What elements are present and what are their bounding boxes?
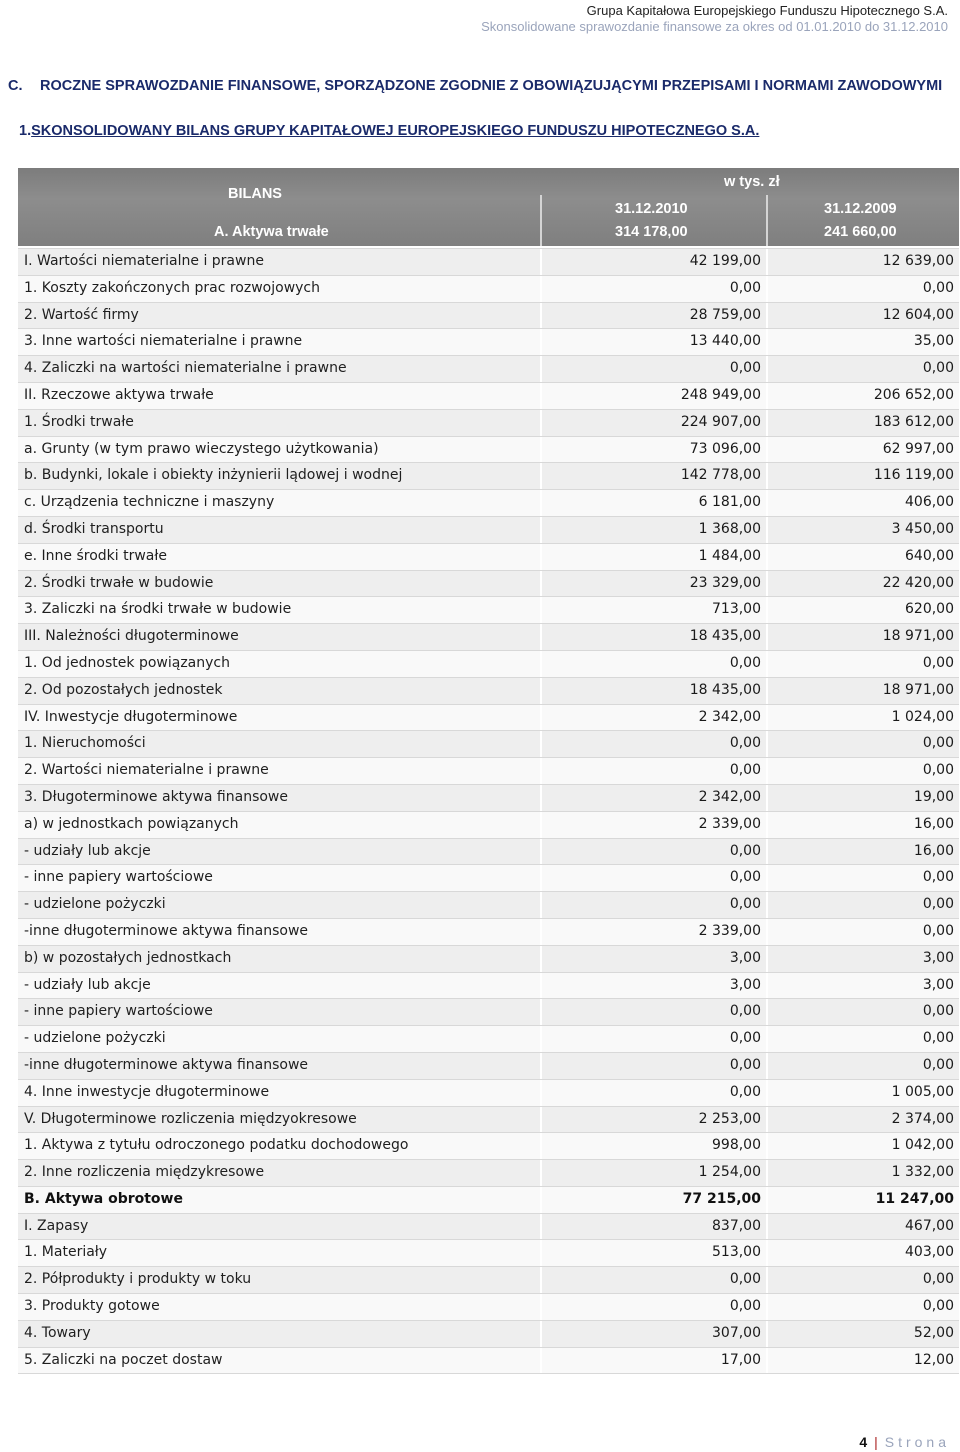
column-divider	[766, 1080, 768, 1106]
row-value-2009: 19,00	[913, 788, 954, 805]
row-value-2009: 0,00	[922, 1003, 954, 1020]
column-divider	[540, 276, 542, 302]
column-divider	[766, 678, 768, 704]
column-divider	[540, 624, 542, 650]
row-value-2010: 307,00	[712, 1324, 761, 1341]
row-label: 1. Koszty zakończonych prac rozwojowych	[24, 279, 320, 296]
row-value-2009: 12 639,00	[882, 253, 954, 269]
table-row	[18, 1186, 959, 1213]
column-divider	[540, 1294, 542, 1320]
row-value-2009: 620,00	[905, 601, 954, 618]
column-divider	[766, 463, 768, 489]
row-value-2010: 0,00	[729, 1003, 761, 1020]
column-divider	[766, 946, 768, 972]
row-value-2010: 6 181,00	[698, 494, 761, 511]
column-divider	[540, 1160, 542, 1186]
row-value-2010: 1 254,00	[698, 1164, 761, 1181]
table-row	[18, 650, 959, 677]
row-label: c. Urządzenia techniczne i maszyny	[24, 494, 275, 511]
column-divider	[540, 1107, 542, 1133]
table-row	[18, 302, 959, 329]
column-divider	[540, 865, 542, 891]
column-divider	[540, 892, 542, 918]
column-divider	[540, 1187, 542, 1213]
table-row	[18, 248, 959, 275]
row-label: - udziały lub akcje	[24, 842, 151, 859]
column-divider	[766, 1133, 768, 1159]
column-divider	[540, 1026, 542, 1052]
column-divider	[766, 839, 768, 865]
column-divider	[766, 812, 768, 838]
row-label: b. Budynki, lokale i obiekty inżynierii lądowej i wodnej	[24, 467, 403, 484]
column-divider	[540, 785, 542, 811]
row-label: 3. Zaliczki na środki trwałe w budowie	[24, 601, 292, 618]
column-header-2009: 31.12.2009	[824, 201, 897, 217]
row-value-2010: 77 215,00	[682, 1190, 761, 1207]
row-value-2009: 206 652,00	[873, 386, 954, 403]
row-value-2010: 0,00	[729, 1271, 761, 1288]
row-label: a) w jednostkach powiązanych	[24, 815, 239, 832]
row-value-2010: 0,00	[729, 360, 761, 377]
row-value-2009: 12,00	[913, 1351, 954, 1368]
table-row	[18, 730, 959, 757]
row-label: -inne długoterminowe aktywa finansowe	[24, 922, 309, 939]
column-divider	[766, 437, 768, 463]
row-value-2009: 0,00	[922, 922, 954, 939]
column-divider	[540, 758, 542, 784]
row-value-2010: 2 339,00	[698, 815, 761, 832]
row-value-2009: 0,00	[922, 1056, 954, 1073]
table-row	[18, 596, 959, 623]
table-row	[18, 1052, 959, 1079]
table-row	[18, 1347, 959, 1374]
column-divider	[540, 731, 542, 757]
column-divider	[766, 973, 768, 999]
table-row	[18, 1159, 959, 1186]
table-row	[18, 436, 959, 463]
row-value-2009: 0,00	[922, 1298, 954, 1315]
row-value-2010: 998,00	[712, 1137, 761, 1154]
row-value-2009: 406,00	[905, 494, 954, 511]
column-divider	[766, 1160, 768, 1186]
row-label: d. Środki transportu	[24, 520, 164, 537]
row-value-2010: 0,00	[729, 654, 761, 671]
row-value-2010: 2 342,00	[698, 708, 761, 725]
section-c-title: ROCZNE SPRAWOZDANIE FINANSOWE, SPORZĄDZONE ZGODNIE Z OBOWIĄZUJĄCYMI PRZEPISAMI I NORMAMI ZAWODOWYMI	[40, 78, 943, 94]
balance-table-header	[18, 168, 959, 246]
row-value-2009: 0,00	[922, 279, 954, 296]
table-row	[18, 1239, 959, 1266]
column-divider	[540, 1240, 542, 1266]
table-row	[18, 811, 959, 838]
column-divider	[540, 517, 542, 543]
row-value-2009: 16,00	[913, 842, 954, 859]
column-divider	[540, 249, 542, 275]
table-row	[18, 489, 959, 516]
column-divider	[540, 490, 542, 516]
row-value-2010: 1 368,00	[698, 520, 761, 537]
column-divider	[766, 410, 768, 436]
row-label: 2. Półprodukty i produkty w toku	[24, 1271, 252, 1288]
row-label: 4. Inne inwestycje długoterminowe	[24, 1083, 270, 1100]
table-row	[18, 945, 959, 972]
table-row	[18, 757, 959, 784]
table-row	[18, 1025, 959, 1052]
row-label: 1. Aktywa z tytułu odroczonego podatku dochodowego	[24, 1137, 409, 1154]
row-label: III. Należności długoterminowe	[24, 628, 239, 645]
balance-table-body	[18, 248, 959, 1374]
row-value-2010: 17,00	[720, 1351, 761, 1368]
row-value-2010: 0,00	[729, 1083, 761, 1100]
column-divider	[766, 303, 768, 329]
row-value-2010: 18 435,00	[689, 681, 761, 698]
row-label: 1. Środki trwałe	[24, 413, 134, 430]
group-value-2009: 241 660,00	[824, 224, 897, 240]
row-value-2010: 0,00	[729, 279, 761, 296]
column-divider	[540, 678, 542, 704]
header-divider	[540, 195, 542, 246]
row-value-2010: 13 440,00	[689, 333, 761, 350]
row-label: 1. Od jednostek powiązanych	[24, 654, 230, 671]
table-row	[18, 1079, 959, 1106]
page-number: 4	[859, 1434, 869, 1450]
row-label: I. Zapasy	[24, 1217, 89, 1234]
table-row	[18, 1266, 959, 1293]
row-value-2009: 16,00	[913, 815, 954, 832]
row-value-2010: 248 949,00	[680, 386, 761, 403]
table-row	[18, 1213, 959, 1240]
header-divider	[766, 195, 768, 246]
group-label-fixed-assets: A. Aktywa trwałe	[214, 224, 329, 240]
row-value-2010: 42 199,00	[689, 253, 761, 269]
column-divider	[766, 249, 768, 275]
row-label: - udzielone pożyczki	[24, 896, 166, 913]
row-value-2009: 0,00	[922, 735, 954, 752]
column-divider	[766, 1267, 768, 1293]
row-value-2010: 0,00	[729, 896, 761, 913]
section-1-number: 1.	[19, 123, 32, 139]
row-value-2009: 18 971,00	[882, 681, 954, 698]
column-divider	[766, 1107, 768, 1133]
column-divider	[540, 437, 542, 463]
table-row	[18, 864, 959, 891]
row-value-2009: 403,00	[905, 1244, 954, 1261]
company-header: Grupa Kapitałowa Europejskiego Funduszu Hipotecznego S.A.	[586, 3, 948, 18]
column-divider	[540, 919, 542, 945]
row-label: 2. Inne rozliczenia międzykresowe	[24, 1164, 265, 1181]
column-divider	[540, 463, 542, 489]
page-footer	[859, 1434, 950, 1450]
column-divider	[766, 1026, 768, 1052]
row-value-2010: 0,00	[729, 735, 761, 752]
table-row	[18, 623, 959, 650]
column-divider	[540, 303, 542, 329]
column-divider	[766, 651, 768, 677]
column-divider	[766, 383, 768, 409]
row-label: -inne długoterminowe aktywa finansowe	[24, 1056, 309, 1073]
section-c-heading	[8, 78, 942, 94]
footer-separator: |	[874, 1434, 879, 1450]
row-value-2010: 0,00	[729, 1030, 761, 1047]
row-value-2009: 0,00	[922, 1271, 954, 1288]
row-label: 3. Długoterminowe aktywa finansowe	[24, 788, 288, 805]
table-row	[18, 570, 959, 597]
column-divider	[766, 1240, 768, 1266]
row-value-2009: 467,00	[905, 1217, 954, 1234]
row-label: 4. Towary	[24, 1324, 91, 1341]
row-label: e. Inne środki trwałe	[24, 547, 167, 564]
row-value-2010: 23 329,00	[689, 574, 761, 591]
row-value-2009: 0,00	[922, 869, 954, 886]
unit-label: w tys. zł	[724, 174, 780, 190]
row-value-2010: 18 435,00	[689, 628, 761, 645]
row-value-2010: 713,00	[712, 601, 761, 618]
row-value-2009: 18 971,00	[882, 628, 954, 645]
column-divider	[540, 1214, 542, 1240]
row-value-2010: 2 342,00	[698, 788, 761, 805]
column-divider	[540, 329, 542, 355]
row-value-2009: 116 119,00	[873, 467, 954, 484]
table-row	[18, 516, 959, 543]
row-value-2010: 3,00	[729, 976, 761, 993]
table-row	[18, 275, 959, 302]
row-label: 2. Środki trwałe w budowie	[24, 574, 214, 591]
table-row	[18, 382, 959, 409]
row-value-2010: 1 484,00	[698, 547, 761, 564]
column-divider	[766, 276, 768, 302]
column-divider	[540, 999, 542, 1025]
column-divider	[540, 1348, 542, 1374]
column-divider	[766, 999, 768, 1025]
section-1-heading	[19, 123, 759, 139]
column-divider	[766, 329, 768, 355]
section-c-letter: C.	[8, 78, 23, 94]
table-row	[18, 998, 959, 1025]
column-divider	[766, 919, 768, 945]
row-value-2010: 0,00	[729, 1298, 761, 1315]
column-divider	[766, 1214, 768, 1240]
column-divider	[766, 865, 768, 891]
row-value-2009: 35,00	[913, 333, 954, 350]
row-value-2009: 1 005,00	[891, 1083, 954, 1100]
report-subtitle: Skonsolidowane sprawozdanie finansowe za okres od 01.01.2010 do 31.12.2010	[481, 19, 948, 34]
row-value-2009: 0,00	[922, 1030, 954, 1047]
row-label: 2. Wartości niematerialne i prawne	[24, 762, 269, 779]
row-value-2010: 2 339,00	[698, 922, 761, 939]
column-divider	[766, 705, 768, 731]
column-divider	[766, 785, 768, 811]
row-value-2010: 0,00	[729, 869, 761, 886]
row-label: V. Długoterminowe rozliczenia międzyokresowe	[24, 1110, 357, 1127]
column-header-2010: 31.12.2010	[615, 201, 688, 217]
column-divider	[766, 892, 768, 918]
row-value-2010: 513,00	[712, 1244, 761, 1261]
table-row	[18, 677, 959, 704]
row-value-2010: 28 759,00	[689, 306, 761, 323]
column-divider	[540, 839, 542, 865]
column-divider	[540, 812, 542, 838]
column-divider	[540, 651, 542, 677]
table-row	[18, 1293, 959, 1320]
table-row	[18, 328, 959, 355]
row-label: - inne papiery wartościowe	[24, 869, 213, 886]
row-value-2010: 0,00	[729, 762, 761, 779]
row-label: b) w pozostałych jednostkach	[24, 949, 232, 966]
row-label: 3. Inne wartości niematerialne i prawne	[24, 333, 303, 350]
table-title: BILANS	[228, 186, 282, 202]
section-1-title: SKONSOLIDOWANY BILANS GRUPY KAPITAŁOWEJ EUROPEJSKIEGO FUNDUSZU HIPOTECZNEGO S.A.	[31, 123, 760, 139]
table-row	[18, 784, 959, 811]
column-divider	[766, 1053, 768, 1079]
group-value-2010: 314 178,00	[615, 224, 688, 240]
column-divider	[766, 758, 768, 784]
table-row	[18, 462, 959, 489]
header-background	[18, 168, 959, 246]
column-divider	[540, 946, 542, 972]
row-value-2009: 3,00	[922, 949, 954, 966]
row-value-2009: 52,00	[913, 1324, 954, 1341]
row-label: 5. Zaliczki na poczet dostaw	[24, 1351, 223, 1368]
column-divider	[766, 1294, 768, 1320]
table-row	[18, 1320, 959, 1347]
table-row	[18, 1132, 959, 1159]
column-divider	[766, 731, 768, 757]
column-divider	[766, 356, 768, 382]
row-label: 2. Wartość firmy	[24, 306, 139, 323]
column-divider	[540, 383, 542, 409]
row-label: a. Grunty (w tym prawo wieczystego użytkowania)	[24, 440, 379, 457]
row-value-2009: 2 374,00	[891, 1110, 954, 1127]
row-value-2009: 3 450,00	[891, 520, 954, 537]
column-divider	[766, 597, 768, 623]
table-row	[18, 1106, 959, 1133]
column-divider	[540, 973, 542, 999]
column-divider	[540, 571, 542, 597]
column-divider	[766, 517, 768, 543]
column-divider	[540, 1080, 542, 1106]
row-value-2009: 3,00	[922, 976, 954, 993]
row-label: IV. Inwestycje długoterminowe	[24, 708, 238, 725]
row-label: - udzielone pożyczki	[24, 1030, 166, 1047]
column-divider	[540, 705, 542, 731]
row-value-2009: 1 332,00	[891, 1164, 954, 1181]
column-divider	[540, 1133, 542, 1159]
row-label: B. Aktywa obrotowe	[24, 1190, 183, 1207]
row-label: II. Rzeczowe aktywa trwałe	[24, 386, 214, 403]
row-label: 3. Produkty gotowe	[24, 1298, 160, 1315]
row-label: 1. Nieruchomości	[24, 735, 146, 752]
row-value-2009: 1 024,00	[891, 708, 954, 725]
column-divider	[766, 544, 768, 570]
column-divider	[540, 1053, 542, 1079]
column-divider	[766, 490, 768, 516]
column-divider	[766, 624, 768, 650]
column-divider	[766, 571, 768, 597]
row-value-2009: 183 612,00	[873, 413, 954, 430]
column-divider	[540, 356, 542, 382]
row-value-2010: 2 253,00	[698, 1110, 761, 1127]
row-value-2009: 0,00	[922, 762, 954, 779]
table-row	[18, 355, 959, 382]
table-bottom-border	[18, 1373, 959, 1374]
page-word: Strona	[884, 1434, 950, 1450]
column-divider	[540, 597, 542, 623]
table-row	[18, 918, 959, 945]
row-value-2009: 1 042,00	[891, 1137, 954, 1154]
table-row	[18, 409, 959, 436]
table-row	[18, 704, 959, 731]
table-row	[18, 838, 959, 865]
row-value-2010: 0,00	[729, 842, 761, 859]
column-divider	[540, 1267, 542, 1293]
row-value-2010: 0,00	[729, 1056, 761, 1073]
row-value-2010: 3,00	[729, 949, 761, 966]
column-divider	[766, 1321, 768, 1347]
row-value-2009: 62 997,00	[882, 440, 954, 457]
row-value-2009: 0,00	[922, 654, 954, 671]
row-value-2010: 224 907,00	[680, 413, 761, 430]
row-value-2009: 0,00	[922, 360, 954, 377]
row-value-2009: 640,00	[905, 547, 954, 564]
row-label: 2. Od pozostałych jednostek	[24, 681, 223, 698]
row-value-2009: 0,00	[922, 896, 954, 913]
table-row	[18, 891, 959, 918]
column-divider	[766, 1187, 768, 1213]
row-label: I. Wartości niematerialne i prawne	[24, 253, 264, 269]
row-value-2010: 73 096,00	[689, 440, 761, 457]
row-value-2010: 142 778,00	[680, 467, 761, 484]
row-value-2009: 22 420,00	[882, 574, 954, 591]
row-label: - udziały lub akcje	[24, 976, 151, 993]
column-divider	[540, 410, 542, 436]
column-divider	[766, 1348, 768, 1374]
row-label: 4. Zaliczki na wartości niematerialne i prawne	[24, 360, 347, 377]
table-row	[18, 972, 959, 999]
row-value-2009: 11 247,00	[875, 1190, 954, 1207]
row-label: 1. Materiały	[24, 1244, 108, 1261]
row-value-2009: 12 604,00	[882, 306, 954, 323]
column-divider	[540, 544, 542, 570]
row-value-2010: 837,00	[712, 1217, 761, 1234]
column-divider	[540, 1321, 542, 1347]
row-label: - inne papiery wartościowe	[24, 1003, 213, 1020]
table-row	[18, 543, 959, 570]
